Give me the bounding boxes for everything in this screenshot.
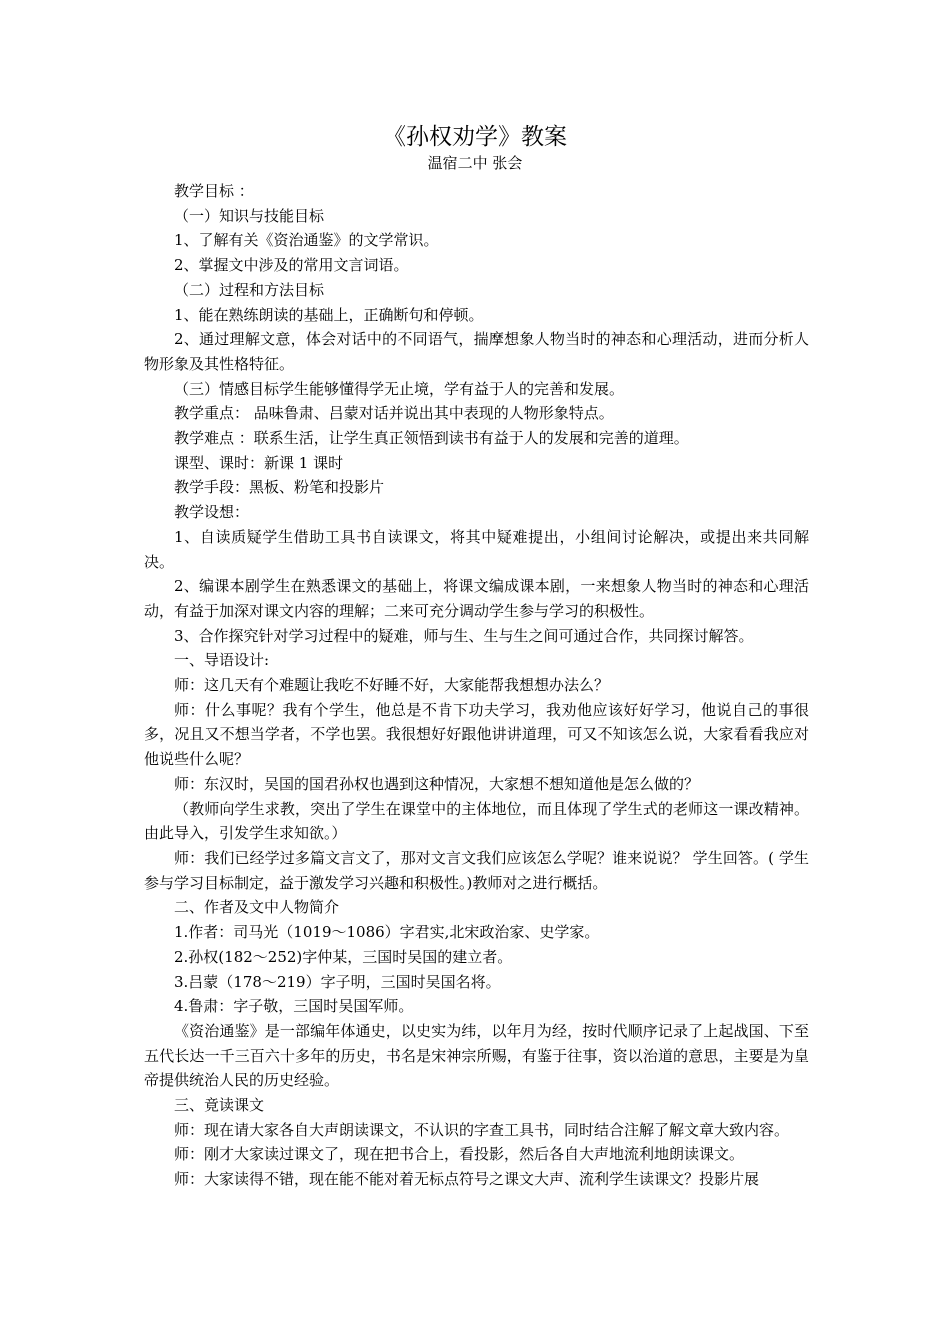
paragraph: 师：大家读得不错，现在能不能对着无标点符号之课文大声、流利学生读课文？投影片展 bbox=[174, 1170, 760, 1189]
document-body bbox=[144, 179, 809, 1192]
paragraph: （教师向学生求教，突出了学生在课堂中的主体地位，而且体现了学生式的老师这一课改精神。由此导入，引发学生求知欲。） bbox=[144, 799, 809, 843]
paragraph: 二、作者及文中人物简介 bbox=[174, 898, 340, 917]
paragraph: 4.鲁肃：字子敬，三国时吴国军师。 bbox=[174, 997, 414, 1016]
paragraph: 1.作者：司马光（1019～1086）字君实,北宋政治家、史学家。 bbox=[174, 923, 600, 942]
document-title: 《孙权劝学》教案 bbox=[383, 124, 567, 150]
paragraph: 1、自读质疑学生借助工具书自读课文，将其中疑难提出，小组间讨论解决，或提出来共同解决。 bbox=[144, 527, 809, 571]
paragraph: 课型、课时：新课 1 课时 bbox=[174, 453, 344, 472]
paragraph: 3、合作探究针对学习过程中的疑难，师与生、生与生之间可通过合作，共同探讨解答。 bbox=[174, 626, 754, 645]
paragraph: 1、能在熟练朗读的基础上，正确断句和停顿。 bbox=[174, 305, 484, 324]
paragraph: 3.吕蒙（178～219）字子明，三国时吴国名将。 bbox=[174, 972, 501, 991]
paragraph: 2、通过理解文意，体会对话中的不同语气，揣摩想象人物当时的神态和心理活动，进而分析人物形象及其性格特征。 bbox=[144, 330, 809, 373]
paragraph: 2、编课本剧学生在熟悉课文的基础上，将课文编成课本剧，一来想象人物当时的神态和心理活动，有益于加深对课文内容的理解；二来可充分调动学生参与学习的积极性。 bbox=[144, 577, 809, 620]
paragraph: 三、竟读课文 bbox=[174, 1096, 265, 1115]
paragraph: 2、掌握文中涉及的常用文言词语。 bbox=[174, 256, 409, 275]
document-author: 温宿二中 张会 bbox=[427, 154, 523, 172]
paragraph: 师：现在请大家各自大声朗读课文，不认识的字查工具书，同时结合注解了解文章大致内容。 bbox=[174, 1120, 790, 1139]
paragraph: 1、了解有关《资治通鉴》的文学常识。 bbox=[174, 231, 439, 250]
paragraph: 《资治通鉴》是一部编年体通史，以史实为纬，以年月为经，按时代顺序记录了上起战国、下至五代长达一千三百六十多年的历史，书名是宋神宗所赐，有鉴于往事，资以治道的意思，主要是为皇帝提供统治人民的历史经验。 bbox=[144, 1021, 809, 1090]
paragraph: 教学难点 ：联系生活，让学生真正领悟到读书有益于人的发展和完善的道理。 bbox=[174, 429, 689, 448]
paragraph: 师：什么事呢？我有个学生，他总是不肯下功夫学习，我劝他应该好好学习，他说自己的事很多，况且又不想当学者，不学也罢。我很想好好跟他讲讲道理，可又不知该怎么说，大家看看我应对他说些什么呢？ bbox=[144, 700, 809, 769]
paragraph: 师：我们已经学过多篇文言文了，那对文言文我们应该怎么学呢？谁来说说？ 学生回答。( 学生参与学习目标制定，益于激发学习兴趣和积极性。)教师对之进行概括。 bbox=[144, 848, 809, 892]
paragraph: 教学手段：黑板、粉笔和投影片 bbox=[174, 478, 385, 497]
paragraph: 一、导语设计: bbox=[174, 651, 270, 670]
paragraph: 教学重点： 品味鲁肃、吕蒙对话并说出其中表现的人物形象特点。 bbox=[174, 404, 614, 423]
paragraph: （一）知识与技能目标 bbox=[174, 206, 325, 225]
paragraph: 2.孙权(182～252)字仲某，三国时吴国的建立者。 bbox=[174, 947, 513, 966]
paragraph: 师：刚才大家读过课文了，现在把书合上，看投影，然后各自大声地流利地朗读课文。 bbox=[174, 1145, 745, 1164]
paragraph: （三）情感目标学生能够懂得学无止境，学有益于人的完善和发展。 bbox=[174, 379, 625, 398]
paragraph: 师：东汉时，吴国的国君孙权也遇到这种情况，大家想不想知道他是怎么做的？ bbox=[174, 774, 700, 793]
paragraph: 教学目标 ： bbox=[174, 182, 254, 200]
paragraph: 师：这几天有个难题让我吃不好睡不好，大家能帮我想想办法么？ bbox=[174, 676, 610, 695]
paragraph: （二）过程和方法目标 bbox=[174, 280, 325, 299]
paragraph: 教学设想： bbox=[174, 503, 250, 522]
